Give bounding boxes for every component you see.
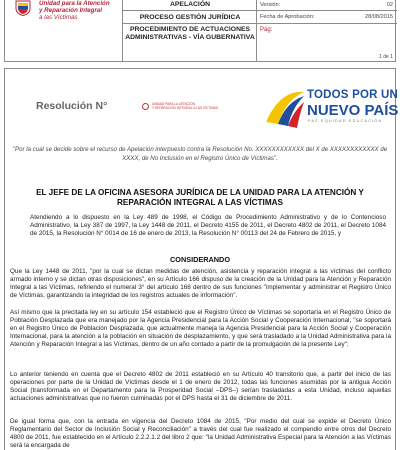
org-line-1: Unidad para la Atención <box>39 0 110 7</box>
stamp-text-line-1: UNIDAD PARA LA ATENCIÓN <box>152 102 195 106</box>
resolution-subtitle: "Por la cual se decide sobre el recurso de Apelación interpuesto contra la Resolución No. XXXXXXXXXXXX del X de XXXXXXXXXXXX de XXXX, de No Inclusión en el Registro Único de Víctimas". <box>12 146 388 162</box>
version-value: 02 <box>386 2 393 8</box>
header-logo-cell <box>5 0 123 62</box>
body-paragraph-4: De igual forma que, con la entrada en vigencia del Decreto 1084 de 2015, "Por medio del cual se expide el Decreto Único Reglamentario del Sector de Inclusión Social y Reconciliación" a través del cual fue realizado el compendio entre otros del Decreto 4800 de 2011, fue establecido en el Artículo 2.2.2.1.2 del libro 2 que: "la Unidad Administrativa Especial para la Atención a las Víctimas será la encargada de <box>10 418 391 449</box>
version-label: Versión: <box>260 2 281 8</box>
version-row <box>257 0 397 11</box>
org-line-3: a las Víctimas <box>39 14 78 21</box>
brand-line-3: PAZ EQUIDAD EDUCACIÓN <box>308 119 383 123</box>
cell-apelacion: APELACIÓN <box>123 0 257 11</box>
body-paragraph-1: Que la Ley 1448 de 2011, "por la cual se dictan medidas de atención, asistencia y reparación integral a las víctimas del conflicto armado interno y se dictan otras disposiciones", en su Artículo 166 dispuso de la creación de la Unidad para la Atención y Reparación Integral a las Víctimas, refiriendo el numeral 3° del artículo 168 dentro de sus funciones "implementar y administrar el Registro Único de Víctimas, garantizando la integridad de los registros actuales de información". <box>10 268 391 299</box>
cell-proceso: PROCESO GESTIÓN JURÍDICA <box>123 11 257 24</box>
cell-procedimiento: PROCEDIMIENTO DE ACTUACIONES ADMINISTRATIVAS - VÍA GUBERNATIVA <box>125 26 255 42</box>
body-paragraph-3: Lo anterior teniendo en cuenta que el Decreto 4802 de 2011 estableció en su Artículo 40 transitorio que, a partir del inicio de las operaciones por parte de la Unidad de Víctimas desde el 1 de enero de 2012, todas las funciones asumidas por la antigua Acción Social (transformada en el Departamento para la Prosperidad Social –DPS–) serían trasladadas a esta Unidad, incluso aquellas actuaciones administrativas que no fueron culminadas por el DPS hasta el 31 de diciembre de 2011. <box>10 371 391 402</box>
brand-line-2: NUEVO PAÍS <box>307 102 399 119</box>
approval-date-row <box>257 11 397 24</box>
document-header <box>4 0 396 62</box>
resolution-label: Resolución N° <box>36 100 108 112</box>
flag-swoosh-icon <box>262 86 308 132</box>
coat-of-arms-icon <box>13 0 33 16</box>
page-label: Pág: <box>260 27 273 33</box>
government-brand <box>262 86 399 134</box>
unit-stamp <box>138 102 230 112</box>
page-value: 1 de 1 <box>379 54 393 60</box>
issuer-heading: EL JEFE DE LA OFICINA ASESORA JURÍDICA DE LA UNIDAD PARA LA ATENCIÓN Y REPARACIÓN INTEGRAL A LAS VÍCTIMAS <box>36 188 364 207</box>
considerando-heading: CONSIDERANDO <box>170 255 230 264</box>
header-meta-cell <box>257 0 397 62</box>
approval-date-value: 28/08/2015 <box>365 14 393 20</box>
organization-name <box>39 0 121 21</box>
page-row <box>257 25 397 62</box>
approval-date-label: Fecha de Aprobación: <box>260 14 315 20</box>
brand-line-1: TODOS POR UN <box>307 89 399 101</box>
stamp-text <box>152 103 218 110</box>
intro-paragraph: Atendiendo a lo dispuesto en la Ley 489 de 1998, el Código de Procedimiento Administrativo y de lo Contencioso Administrativo, la Ley 387 de 1997, la Ley 1448 de 2011, el Decreto 4155 de 2011, el Decreto 4802 de 2011, el Decreto 1084 de 2015, la Resolución N° 0014 de 16 de enero de 2013, la Resolución N° 00113 del 24 de Febrero de 2015, y <box>30 214 386 237</box>
org-line-2: y Reparación Integral <box>39 7 102 14</box>
stamp-seal-icon <box>142 103 149 110</box>
body-paragraph-2: Así mismo que la precitada ley en su artículo 154 estableció que el Registro Único de Víctimas se soportaría en el Registro Único de Población Desplazada que era manejado por la Agencia Presidencial para la Acción Social y Cooperación Internacional, "se soportará en el Registro Único de Población Desplazada, que actualmente maneja la Agencia Presidencial para la Acción Social y Cooperación Internacional, para la atención a la población en situación de desplazamiento, y que será trasladado a la Unidad Administrativa para la Atención y Reparación Integral a las Víctimas, dentro de un año contado a partir de la promulgación de la presente Ley"; <box>10 309 391 348</box>
header-center-cell <box>123 0 257 62</box>
stamp-text-line-2: Y REPARACIÓN INTEGRAL A LAS VÍCTIMAS <box>152 105 219 110</box>
